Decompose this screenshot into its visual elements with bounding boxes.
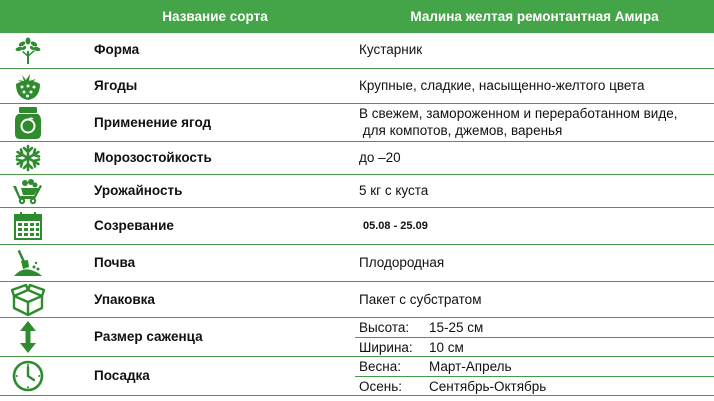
tree-icon [8,36,48,66]
spring-label: Весна: [359,359,401,374]
shovel-icon [8,248,48,278]
sub-divider [355,337,714,338]
row-label: Почва [94,255,136,270]
row-value: Кустарник [359,42,423,57]
row-value: Крупные, сладкие, насыщенно-желтого цвета [359,78,645,93]
sub-divider [355,376,714,377]
width-label: Ширина: [359,340,413,355]
row-value: до –20 [359,150,401,165]
berry-icon [8,71,48,101]
row-value-line1: В свежем, замороженном и переработанном виде, [359,106,678,121]
table-header [0,0,714,33]
row-value: Плодородная [359,255,445,270]
row-value-line2: для компотов, джемов, варенья [359,123,563,138]
row-value: Пакет с субстратом [359,292,482,307]
clock-icon [8,360,48,392]
row-label: Посадка [94,368,150,383]
row-label: Размер саженца [94,329,203,344]
row-label: Применение ягод [94,115,212,130]
table-row-berries [0,69,714,104]
calendar-icon [8,211,48,241]
row-label: Урожайность [94,183,183,198]
header-variety-title: Малина желтая ремонтантная Амира [410,9,659,24]
row-value: 5 кг с куста [359,183,429,198]
table-row-yield [0,175,714,208]
row-label: Упаковка [94,292,155,307]
autumn-value: Сентябрь-Октябрь [429,379,547,394]
table-row-form [0,33,714,69]
table-row-ripening [0,208,714,245]
table-row-soil [0,245,714,282]
table-row-planting [0,357,714,396]
row-label: Форма [94,42,140,57]
box-icon [8,284,48,316]
header-variety-name: Название сорта [162,9,268,24]
jar-icon [8,106,48,140]
width-value: 10 см [429,340,464,355]
table-row-usage [0,104,714,142]
vertical-arrows-icon [8,321,48,353]
row-label: Морозостойкость [94,150,212,165]
snowflake-icon [8,144,48,172]
row-label: Созревание [94,218,174,233]
table-row-package [0,282,714,318]
height-label: Высота: [359,320,410,335]
autumn-label: Осень: [359,379,402,394]
height-value: 15-25 см [429,320,484,335]
table-row-seedling-size [0,318,714,357]
spring-value: Март-Апрель [429,359,512,374]
row-value: 05.08 - 25.09 [363,220,428,232]
wheelbarrow-icon [8,177,48,205]
row-label: Ягоды [94,78,138,93]
table-row-frost [0,142,714,175]
